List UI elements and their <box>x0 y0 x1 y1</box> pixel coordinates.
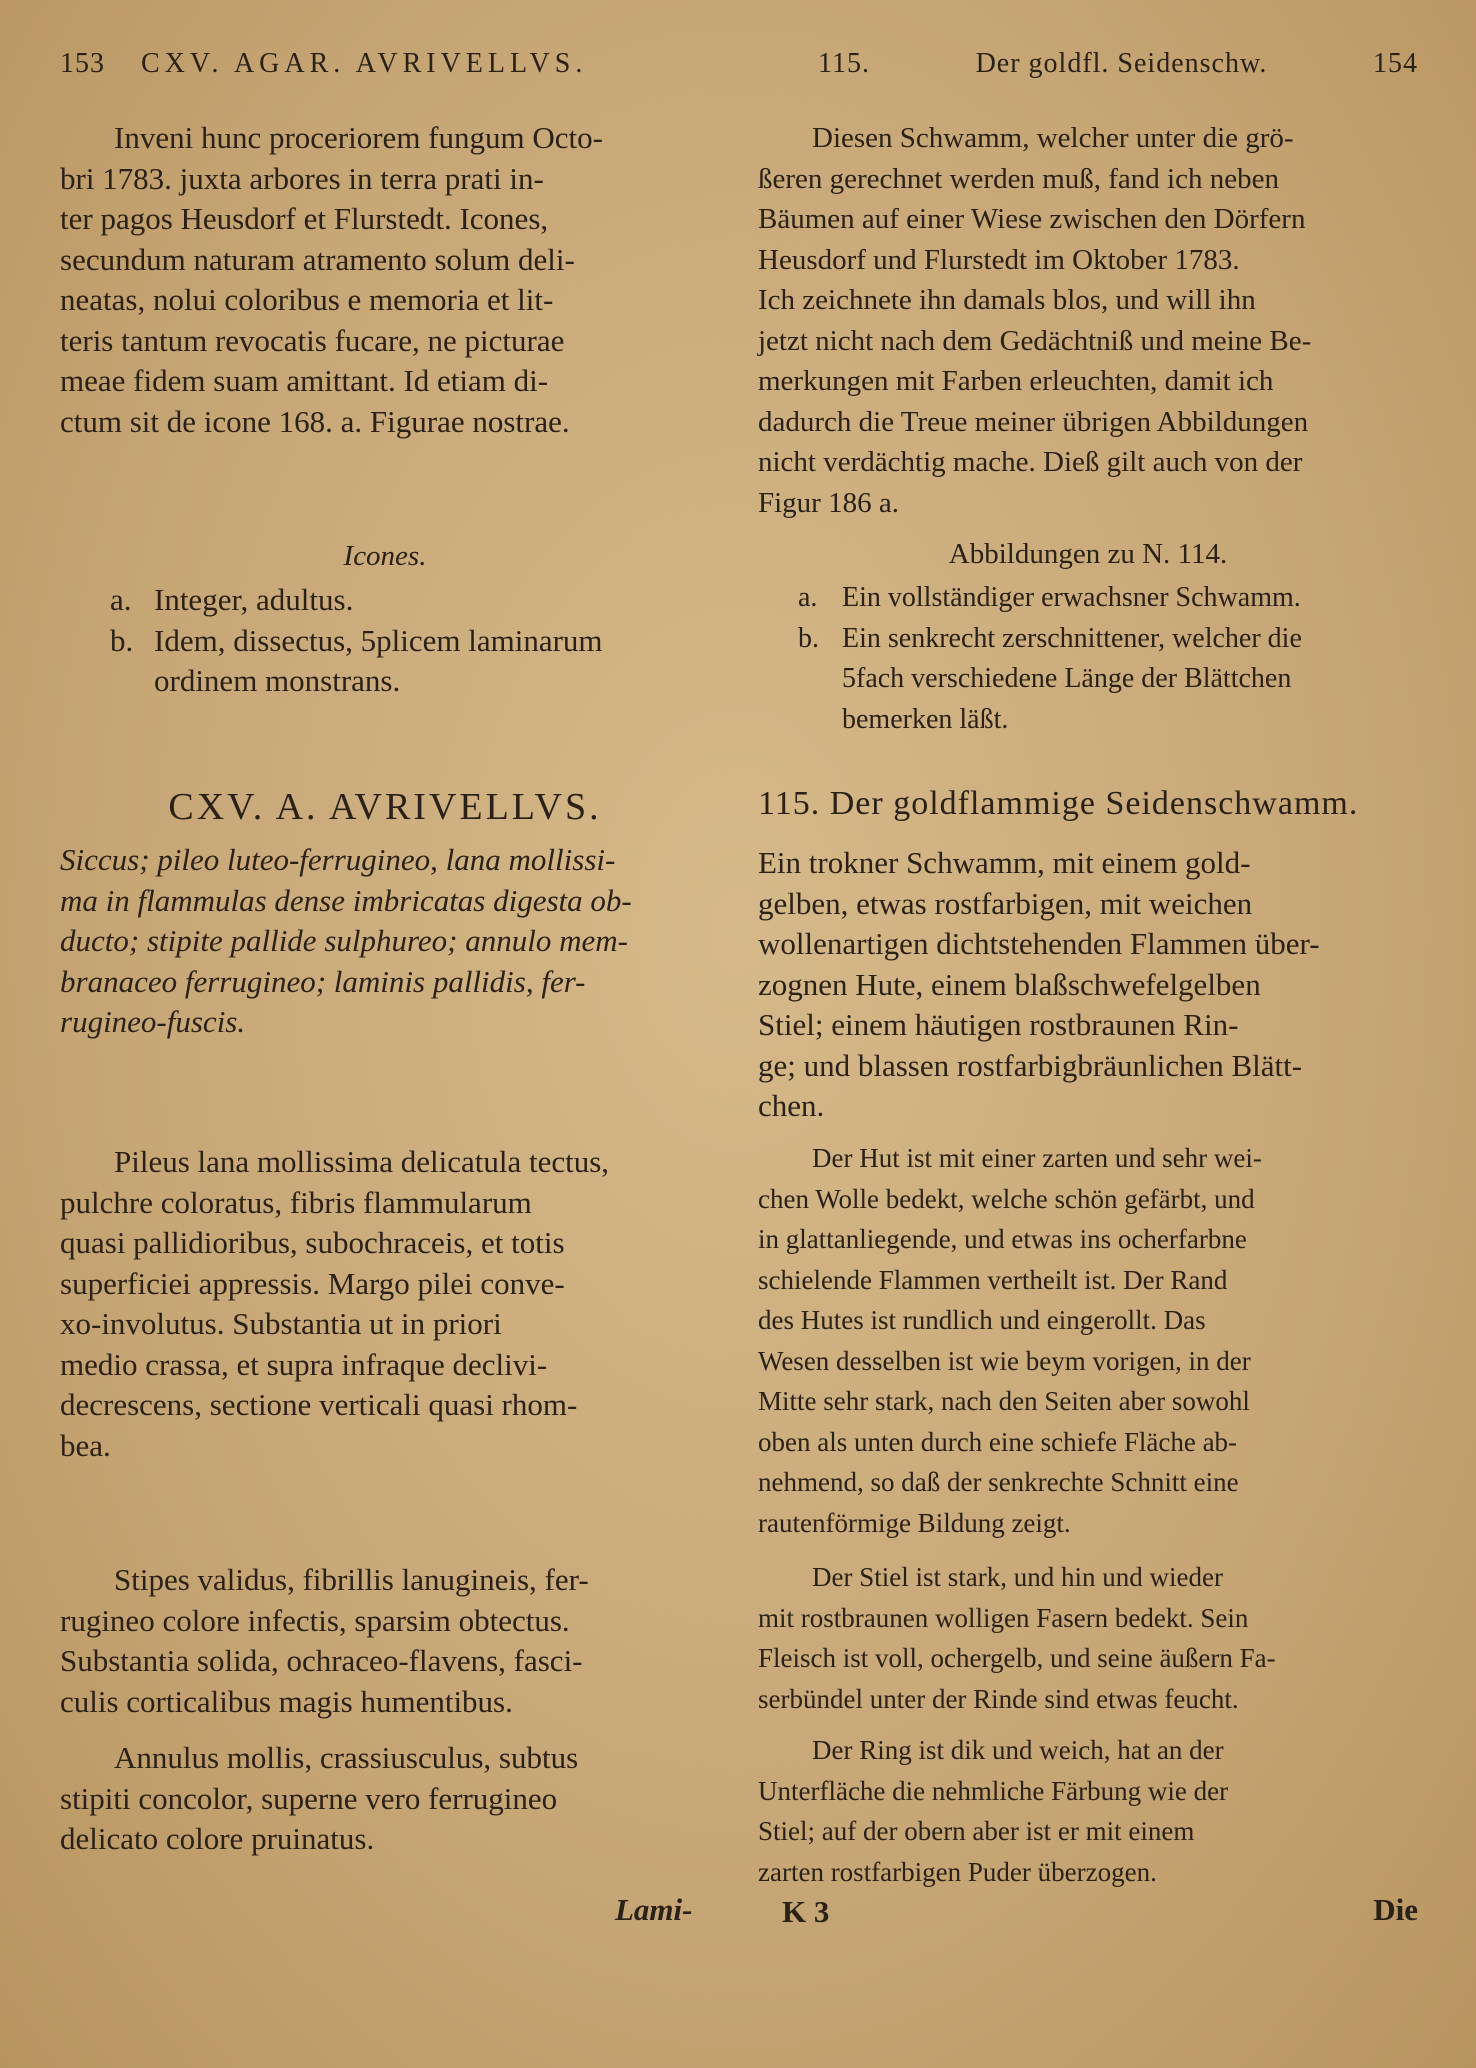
text-line: schielende Flammen vertheilt ist. Der Rand <box>758 1264 1228 1295</box>
right-page-number: 154 <box>1372 48 1418 79</box>
list-item-text: ordinem monstrans. <box>154 663 401 698</box>
right-running-title: Der goldfl. Seidenschw. <box>975 48 1268 79</box>
text-line: xo-involutus. Substantia ut in priori <box>60 1306 502 1341</box>
abbildungen-title: Abbildungen zu N. 114. <box>948 538 1228 570</box>
text-line: quasi pallidioribus, subochraceis, et totis <box>60 1225 565 1260</box>
text-line: stipiti concolor, superne vero ferrugineo <box>60 1780 558 1816</box>
latin-intro-paragraph <box>60 118 710 442</box>
text-line: Bäumen auf einer Wiese zwischen den Dörfern <box>758 203 1306 235</box>
list-item <box>110 621 710 702</box>
text-line: oben als unten durch eine schiefe Fläche ab- <box>758 1426 1238 1457</box>
text-line: mit rostbraunen wolligen Fasern bedekt. Sein <box>758 1602 1249 1633</box>
text-line: Stiel; auf der obern aber ist er mit einem <box>758 1816 1195 1846</box>
text-line: culis corticalibus magis humentibus. <box>60 1683 513 1719</box>
text-line: des Hutes ist rundlich und eingerollt. Das <box>758 1305 1206 1335</box>
list-item <box>798 619 1418 741</box>
text-line: ma in flammulas dense imbricatas digesta ob- <box>60 882 632 918</box>
list-item-text: Integer, adultus. <box>154 582 354 617</box>
list-item <box>798 578 1418 619</box>
text-line: in glattanliegende, und etwas ins ocherfarbne <box>758 1224 1247 1254</box>
stiel-paragraph <box>758 1557 1398 1719</box>
text-line: Stiel; einem häutigen rostbraunen Rin- <box>758 1007 1239 1042</box>
left-running-title: CXV. AGAR. AVRIVELLVS. <box>141 48 588 79</box>
text-line: bea. <box>60 1427 111 1463</box>
ring-paragraph <box>758 1730 1398 1892</box>
right-running-header <box>818 48 1418 92</box>
text-line: Annulus mollis, crassiusculus, subtus <box>114 1740 579 1775</box>
text-line: Inveni hunc proceriorem fungum Octo- <box>114 120 603 155</box>
text-line: rugineo colore infectis, sparsim obtectus. <box>60 1602 570 1638</box>
list-item-text: Ein senkrecht zerschnittener, welcher die <box>842 622 1302 654</box>
pileus-paragraph <box>60 1142 710 1466</box>
text-line: branaceo ferrugineo; laminis pallidis, fer- <box>60 963 586 999</box>
text-line: delicato colore pruinatus. <box>60 1821 375 1856</box>
text-line: chen Wolle bedekt, welche schön gefärbt, und <box>758 1183 1255 1214</box>
text-line: Unterfläche die nehmliche Färbung wie der <box>758 1775 1229 1806</box>
latin-diagnosis <box>60 840 710 1043</box>
text-line: nehmend, so daß der senkrechte Schnitt eine <box>758 1467 1239 1497</box>
list-marker: b. <box>110 622 134 658</box>
text-line: zarten rostfarbigen Puder überzogen. <box>758 1856 1157 1887</box>
text-line: teris tantum revocatis fucare, ne picturae <box>60 322 565 358</box>
text-line: ducto; stipite pallide sulphureo; annulo mem- <box>60 923 628 958</box>
text-line: Der Hut ist mit einer zarten und sehr wei- <box>812 1143 1262 1173</box>
text-line: neatas, nolui coloribus e memoria et lit- <box>60 282 554 317</box>
abbildungen-list <box>798 578 1418 740</box>
left-running-header <box>60 48 710 92</box>
text-line: rautenförmige Bildung zeigt. <box>758 1507 1071 1538</box>
text-line: Mitte sehr stark, nach den Seiten aber sowohl <box>758 1386 1250 1416</box>
text-line: Heusdorf und Flurstedt im Oktober 1783. <box>758 243 1240 276</box>
text-line: meae fidem suam amittant. Id etiam di- <box>60 363 549 398</box>
text-line: wollenartigen dichtstehenden Flammen über- <box>758 926 1320 961</box>
text-line: chen. <box>758 1088 825 1123</box>
latin-species-heading: CXV. A. AVRIVELLVS. <box>168 786 602 828</box>
german-description <box>758 843 1398 1127</box>
text-line: Substantia solida, ochraceo-flavens, fasci- <box>60 1643 583 1678</box>
text-line: decrescens, sectione verticali quasi rhom- <box>60 1387 578 1422</box>
text-line: medio crassa, et supra infraque declivi- <box>60 1346 548 1382</box>
text-line: Wesen desselben ist wie beym vorigen, in der <box>758 1345 1251 1376</box>
hut-paragraph <box>758 1138 1398 1543</box>
right-catchword: Die <box>1373 1892 1418 1927</box>
list-item-text: Ein vollständiger erwachsner Schwamm. <box>842 582 1301 613</box>
text-line: ßeren gerechnet werden muß, fand ich neben <box>758 162 1279 195</box>
list-item <box>110 580 710 621</box>
text-line: nicht verdächtig mache. Dieß gilt auch von der <box>758 446 1303 478</box>
icones-list <box>110 580 710 702</box>
text-line: ctum sit de icone 168. a. Figurae nostrae. <box>60 403 570 439</box>
text-line: Stipes validus, fibrillis lanugineis, fer- <box>114 1562 589 1597</box>
text-line: serbündel unter der Rinde sind etwas feucht. <box>758 1683 1239 1714</box>
text-line: dadurch die Treue meiner übrigen Abbildungen <box>758 405 1309 438</box>
german-species-heading: 115. Der goldflammige Seidenschwamm. <box>758 785 1359 822</box>
text-line: Fleisch ist voll, ochergelb, und seine äußern Fa- <box>758 1643 1276 1673</box>
text-line: Pileus lana mollissima delicatula tectus, <box>114 1144 610 1179</box>
text-line: rugineo-fuscis. <box>60 1004 246 1039</box>
text-line: merkungen mit Farben erleuchten, damit ich <box>758 365 1274 397</box>
list-item-text: 5fach verschiedene Länge der Blättchen <box>842 663 1292 694</box>
list-item-text: bemerken läßt. <box>842 703 1009 735</box>
text-line: Figur 186 a. <box>758 486 899 519</box>
list-marker: a. <box>110 582 132 617</box>
text-line: Siccus; pileo luteo-ferrugineo, lana mollissi- <box>60 842 616 877</box>
text-line: bri 1783. juxta arbores in terra prati in- <box>60 160 544 196</box>
text-line: Ich zeichnete ihn damals blos, und will ihn <box>758 284 1256 316</box>
text-line: pulchre coloratus, fibris flammularum <box>60 1184 532 1220</box>
icones-title: Icones. <box>343 540 427 572</box>
stipes-paragraph <box>60 1560 710 1722</box>
signature-mark: K 3 <box>782 1894 830 1929</box>
text-line: superficiei appressis. Margo pilei conve- <box>60 1265 565 1301</box>
list-marker: a. <box>798 582 818 613</box>
text-line: jetzt nicht nach dem Gedächtniß und meine Be- <box>758 324 1312 357</box>
text-line: ge; und blassen rostfarbigbräunlichen Blätt- <box>758 1047 1303 1083</box>
text-line: gelben, etwas rostfarbigen, mit weichen <box>758 885 1253 921</box>
text-line: Diesen Schwamm, welcher unter die grö- <box>812 122 1294 154</box>
annulus-paragraph <box>60 1738 710 1860</box>
right-section-number: 115. <box>818 48 870 79</box>
left-page-number: 153 <box>60 48 105 79</box>
list-marker: b. <box>798 622 819 654</box>
left-catchword: Lami- <box>615 1892 693 1927</box>
list-item-text: Idem, dissectus, 5plicem laminarum <box>154 622 603 658</box>
text-line: Der Stiel ist stark, und hin und wieder <box>812 1562 1223 1592</box>
text-line: secundum naturam atramento solum deli- <box>60 241 575 277</box>
german-intro-paragraph <box>758 118 1398 523</box>
text-line: zognen Hute, einem blaßschwefelgelben <box>758 966 1261 1002</box>
text-line: Ein trokner Schwamm, mit einem gold- <box>758 845 1251 880</box>
text-line: ter pagos Heusdorf et Flurstedt. Icones, <box>60 201 549 236</box>
text-line: Der Ring ist dik und weich, hat an der <box>812 1735 1224 1765</box>
